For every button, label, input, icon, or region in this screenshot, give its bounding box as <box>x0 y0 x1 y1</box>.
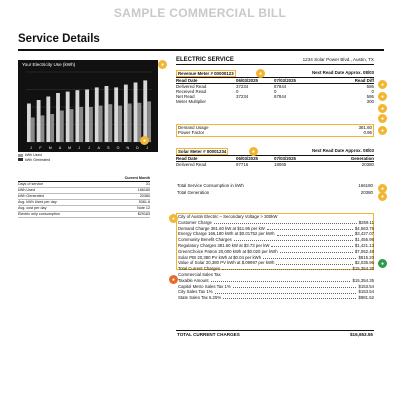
x-tick-label: N <box>126 146 130 150</box>
x-tick-label: S <box>107 146 110 150</box>
charge-label: Taxable Amount <box>178 277 209 283</box>
charge-label: Customer Charge <box>178 219 212 225</box>
leader-dots <box>277 231 353 235</box>
demand-usage-row: Demand Usage 381.60 <box>178 125 372 130</box>
charge-amount: $4,563.76 <box>354 225 374 231</box>
leader-dots <box>263 255 356 259</box>
charge-label: Energy Charge 166,180 kWh at $0.01752 per kWh <box>178 231 275 237</box>
charge-amount: $2,035.96 <box>354 260 374 266</box>
revenue-meter-section <box>176 70 374 104</box>
callout-marker: ● <box>256 69 265 78</box>
charge-amount: $15,354.35 <box>352 277 374 283</box>
table-row: Avg. kWh Used per day 5361.6 <box>18 200 150 204</box>
leader-dots <box>211 278 351 282</box>
revenue-meter-title: Revenue Meter # 00000123 <box>178 71 234 76</box>
bar-generated <box>108 104 112 142</box>
table-row: Avg. cost per day Note 12 <box>18 206 150 210</box>
bar-generated <box>147 101 151 142</box>
leader-dots <box>267 226 353 230</box>
bar-generated <box>41 115 45 142</box>
bar-generated <box>70 109 74 142</box>
leader-dots <box>234 237 353 241</box>
bar-used <box>95 87 99 142</box>
bar-used <box>114 87 118 142</box>
charge-label: Regulatory Charges 381.60 kW at $3.73 per kW <box>178 242 270 248</box>
callout-marker: ● <box>378 126 387 135</box>
charge-amount: $1,421.13 <box>354 242 374 248</box>
charge-amount: $815.20 <box>358 254 374 260</box>
charge-amount: $15,354.35 <box>352 266 374 272</box>
charge-label: State Sales Tax 6.25% <box>178 295 222 301</box>
bar-used <box>56 93 60 142</box>
bar-used <box>143 80 147 142</box>
electric-service-title: ELECTRIC SERVICE <box>176 57 234 63</box>
bar-generated <box>60 111 64 143</box>
bar-generated <box>50 114 54 142</box>
solar-next-read: Next Read Date Approx. 08/03 <box>311 148 374 153</box>
bar-used <box>85 90 89 143</box>
total-current-label: TOTAL CURRENT CHARGES <box>177 332 240 337</box>
callout-marker: ● <box>378 184 387 193</box>
table-row: kWh Generated 20380 <box>18 194 150 198</box>
bar-generated <box>99 106 103 142</box>
leader-dots <box>280 249 353 253</box>
revenue-next-read: Next Read Date Approx. 08/03 <box>311 70 374 75</box>
x-tick-label: A <box>58 146 62 150</box>
callout-marker-orange: ● <box>169 275 178 284</box>
total-current-charges <box>176 330 374 337</box>
callout-marker: ● <box>249 147 258 156</box>
leader-dots <box>271 243 352 247</box>
callout-marker: ● <box>378 92 387 101</box>
charge-label: Solar PBI 20,380 PV kWh at $0.04 per kWh <box>178 254 262 260</box>
charge-label: Value of Solar 20,380 PV kWh at $.09997 per kWh <box>178 260 275 266</box>
total-consumption-row: Total Service Consumption in kWh 166180 <box>177 183 373 188</box>
table-header: Read Date 06/03/2025 07/03/2025 Generation <box>176 156 374 161</box>
table-row: Current Month <box>18 176 150 182</box>
usage-summary-table <box>18 176 150 218</box>
section-title: Service Details <box>18 33 100 45</box>
x-tick-label: J <box>146 146 149 150</box>
usage-chart <box>18 60 158 152</box>
bar-used <box>27 104 31 143</box>
leader-dots <box>222 266 350 270</box>
usage-chart-svg <box>18 60 158 152</box>
leader-dots <box>215 289 357 293</box>
table-header: Read Date 06/03/2025 07/03/2025 Read Diff <box>176 78 374 83</box>
bar-used <box>134 83 138 143</box>
charge-amount: $153.54 <box>358 283 374 289</box>
table-row: Meter Multiplier 300 <box>176 99 374 104</box>
callout-marker: ● <box>378 192 387 201</box>
x-tick-label: F <box>39 146 42 150</box>
power-factor-row: Power Factor 0.96 <box>178 130 372 135</box>
table-row: kWh Used 166180 <box>18 188 150 192</box>
bar-used <box>46 97 50 143</box>
bar-used <box>75 90 79 142</box>
charge-amount: $153.54 <box>358 289 374 295</box>
charge-amount: $3,427.07 <box>354 231 374 237</box>
table-row: Electric only consumption $29183 <box>18 212 150 216</box>
charge-label: Capitol Metro Sales Tax 1% <box>178 283 231 289</box>
bar-generated <box>128 104 132 143</box>
service-address: 1234 Solar Power Blvd., Austin, TX <box>302 57 374 62</box>
bar-generated <box>89 107 93 142</box>
chart-title: Your Electricity Use (kWh) <box>22 62 76 67</box>
bar-generated <box>31 118 35 143</box>
table-row: Net Read 37234 87844 586 <box>176 94 374 99</box>
bar-generated <box>79 107 83 142</box>
bar-generated <box>118 106 122 142</box>
x-tick-label: J <box>29 146 32 150</box>
callout-marker: ● <box>378 104 387 113</box>
solar-meter-title: Solar Meter # 00001234 <box>178 149 227 154</box>
callout-marker: ● <box>158 60 167 69</box>
demand-box <box>176 124 374 137</box>
bill-banner: SAMPLE COMMERCIAL BILL <box>113 6 287 20</box>
charges-list <box>178 214 374 301</box>
callout-marker: ● <box>169 214 178 223</box>
charge-amount: $981.52 <box>358 295 374 301</box>
bar-used <box>37 100 41 142</box>
callout-marker: ● <box>378 114 387 123</box>
charge-label: Community Benefit Charges <box>178 237 232 243</box>
bar-used <box>66 92 70 142</box>
charge-label: Demand Charge 381.60 kW at $11.96 per kW <box>178 225 265 231</box>
charge-line <box>178 295 374 301</box>
table-row: Delivered Read 97716 18065 20380 <box>176 162 374 167</box>
charge-label: Total Current Charges <box>178 266 221 272</box>
total-generation-row: Total Generation 20380 <box>177 189 373 195</box>
table-row: Delivered Read 37234 87844 586 <box>176 84 374 89</box>
charge-amount: $269.11 <box>358 219 374 225</box>
callout-marker-green: ● <box>378 259 387 268</box>
table-row: Received Read 0 0 0 <box>176 89 374 94</box>
x-tick-label: A <box>97 146 100 150</box>
bar-used <box>105 86 109 142</box>
x-tick-label: J <box>78 146 81 150</box>
chart-legend <box>18 153 158 162</box>
legend-item-used: kWh Used <box>18 153 158 158</box>
leader-dots <box>223 295 356 299</box>
electric-service-header <box>176 57 374 65</box>
table-row: Days of service 31 <box>18 182 150 186</box>
charge-label: GreenChoice Patron 20,000 kWh at $0.020 per kWh <box>178 248 278 254</box>
x-tick-label: M <box>68 146 72 150</box>
consumption-totals <box>176 183 374 196</box>
total-current-amount: $16,653.55 <box>350 332 373 337</box>
bar-used <box>124 85 128 142</box>
charge-amount: $1,455.96 <box>354 237 374 243</box>
charge-label: Commercial Sales Tax <box>178 271 221 277</box>
callout-marker: ● <box>378 80 387 89</box>
charge-amount: $7,052.48 <box>354 248 374 254</box>
solar-meter-section <box>176 148 374 167</box>
x-tick-label: O <box>116 146 120 150</box>
leader-dots <box>214 220 357 224</box>
callout-marker: ● <box>140 136 149 145</box>
x-tick-label: D <box>136 146 139 150</box>
leader-dots <box>276 260 352 264</box>
charge-label: City of Austin Electric – Secondary Voltage > 300kW <box>178 214 278 219</box>
leader-dots <box>233 284 357 288</box>
x-tick-label: M <box>48 146 52 150</box>
legend-item-generated: kWh Generated <box>18 158 158 163</box>
charge-label: City Sales Tax 1% <box>178 289 213 295</box>
x-tick-label: J <box>88 146 90 150</box>
section-divider <box>18 49 384 51</box>
